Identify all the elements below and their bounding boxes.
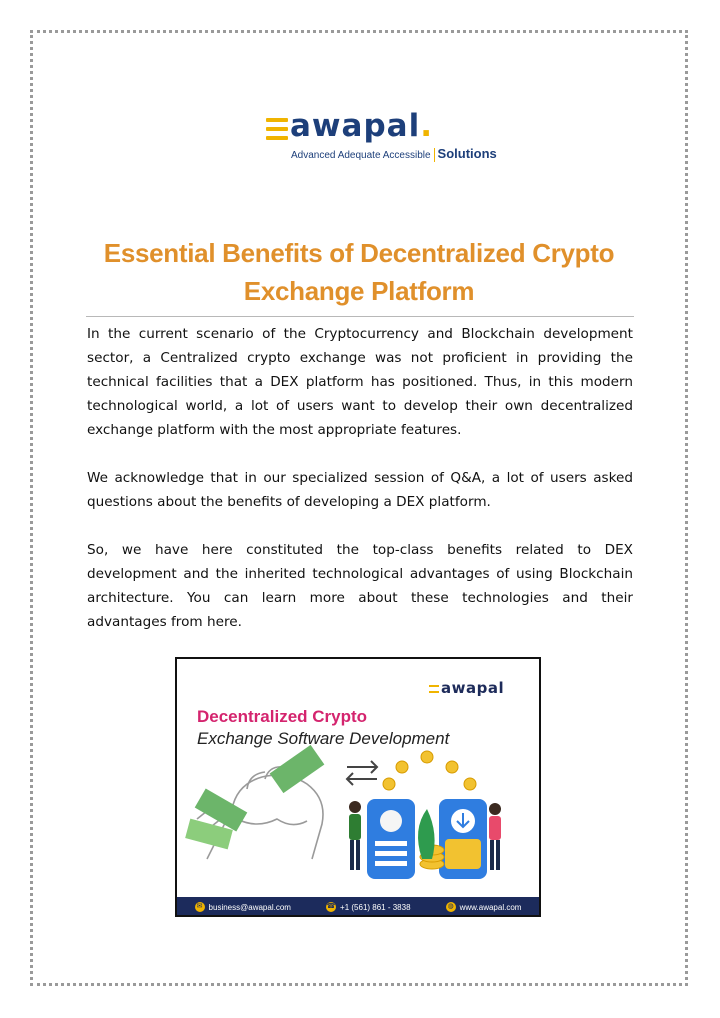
paragraph-1: In the current scenario of the Cryptocurrency and Blockchain development sector, a Centralized crypto exchange was not proficient in providing the technical facilities that a DEX platform has positioned. Thus, in this modern technological world, a lot of users want to develop their own decentralized exchange platform with the most appropriate features. <box>87 326 633 438</box>
banner-heading-1: Decentralized Crypto <box>197 707 368 726</box>
paragraph-3: So, we have here constituted the top-class benefits related to DEX development and the inherited technological advantages of using Blockchain architecture. You can learn more about these technologies and their advantages from here. <box>87 542 633 630</box>
plant-icon <box>418 809 435 859</box>
logo-bars-icon <box>266 118 288 142</box>
title-divider <box>86 316 634 317</box>
email-icon: ✉ <box>195 902 205 912</box>
phone-right-icon <box>439 799 487 879</box>
title-line-1: Essential Benefits of Decentralized Crypto <box>103 238 615 268</box>
logo-tagline: Advanced Adequate Accessible <box>291 150 431 161</box>
person-right-icon <box>489 803 501 870</box>
banner-phone: +1 (561) 861 - 3838 <box>340 902 411 912</box>
exchange-arrows-icon <box>347 761 377 785</box>
logo-solutions: Solutions <box>437 146 497 161</box>
awapal-logo: awapal. Advanced Adequate Accessible Solutions <box>264 112 464 164</box>
phone-icon: ☎ <box>326 903 336 910</box>
banner-heading-2: Exchange Software Development <box>197 729 450 748</box>
article-body <box>87 322 633 658</box>
banner-website: www.awapal.com <box>459 902 522 912</box>
dex-banner-image <box>175 657 541 917</box>
person-left-icon <box>349 801 361 870</box>
page-title <box>86 234 632 310</box>
logo-wordmark: awapal <box>290 108 421 144</box>
banner-email: business@awapal.com <box>208 902 291 912</box>
title-line-2: Exchange Platform <box>243 276 475 306</box>
banner-footer <box>177 897 539 917</box>
cash-notes-icon <box>185 745 324 850</box>
phone-left-icon <box>367 799 415 879</box>
banner-logo: awapal <box>441 679 505 697</box>
globe-icon: ◍ <box>447 903 454 910</box>
paragraph-2: We acknowledge that in our specialized session of Q&A, a lot of users asked questions about the benefits of developing a DEX platform. <box>87 470 633 510</box>
gold-coins-icon <box>383 751 476 790</box>
